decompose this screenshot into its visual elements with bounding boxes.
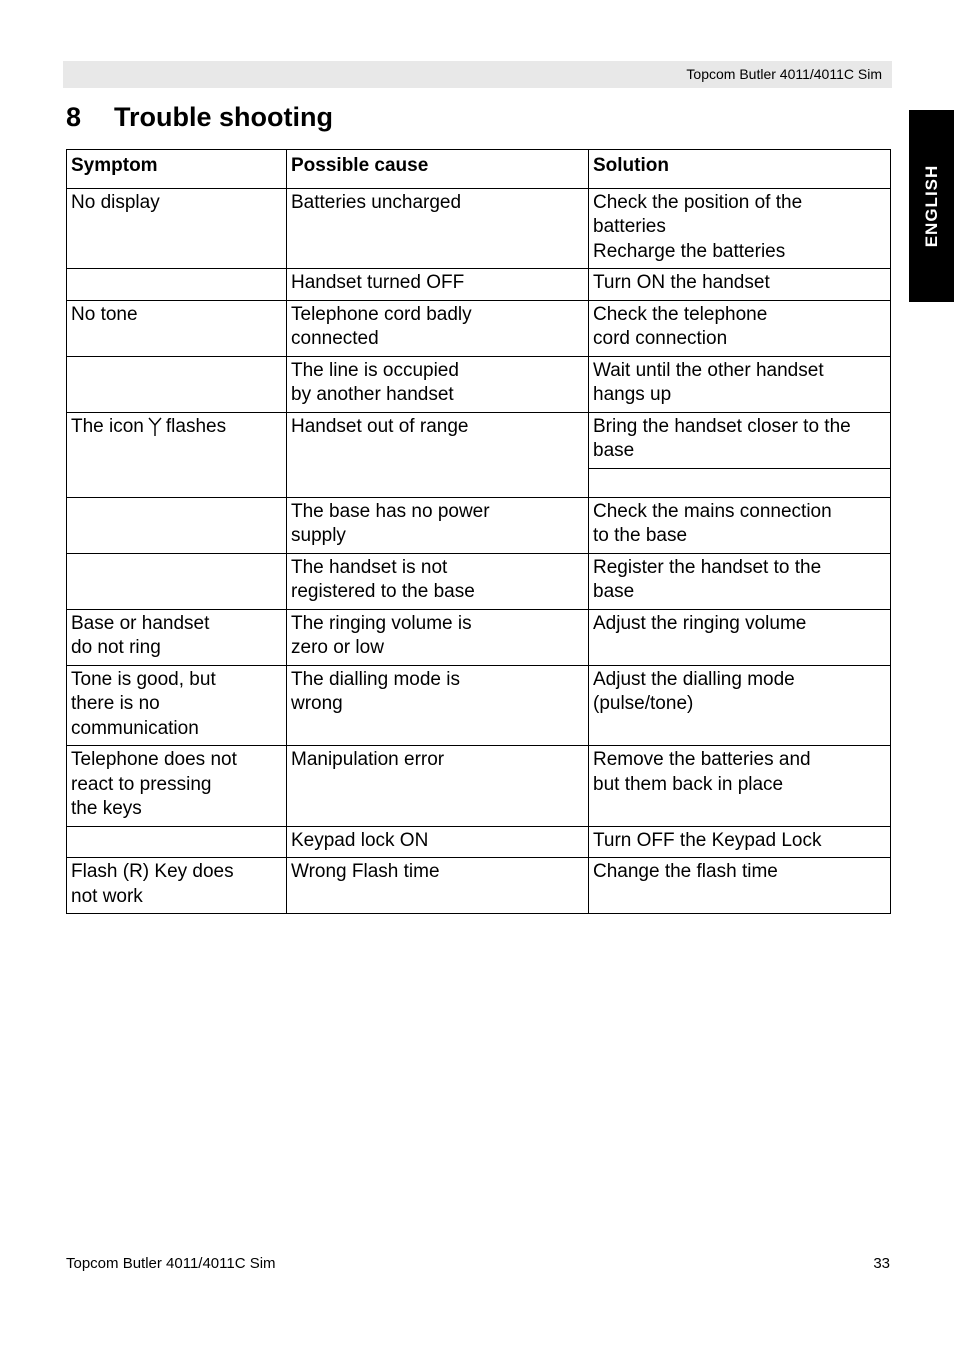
solution-line: Recharge the batteries [593, 240, 786, 262]
cause-line: Keypad lock ON [291, 829, 429, 851]
symptom-cell [67, 300, 287, 356]
solution-cell [589, 665, 891, 746]
cause-cell [287, 188, 589, 269]
solution-cell [589, 826, 891, 858]
solution-line: hangs up [593, 384, 672, 405]
cause-line: The handset is not [291, 556, 448, 578]
cause-cell [287, 746, 589, 827]
cause-cell [287, 269, 589, 301]
solution-cell [589, 188, 891, 269]
solution-line: base [593, 581, 635, 602]
symptom-line: Telephone does not [71, 749, 237, 770]
table-row [67, 826, 891, 858]
solution-line: Remove the batteries and [593, 749, 811, 770]
language-tab-label: ENGLISH [921, 164, 941, 248]
language-tab [909, 110, 954, 302]
solution-line: batteries [593, 216, 666, 237]
cause-line: connected [291, 328, 379, 349]
cause-cell [287, 497, 589, 553]
cause-line: The ringing volume is [291, 612, 472, 634]
table-row [67, 412, 891, 468]
symptom-line: there is no [71, 693, 160, 714]
symptom-cell [67, 746, 287, 827]
symptom-cell [67, 826, 287, 858]
solution-line: Check the telephone [593, 303, 768, 325]
solution-cell [589, 412, 891, 468]
symptom-line: do not ring [71, 637, 161, 658]
table-row [67, 269, 891, 301]
header-solution: Solution [589, 150, 891, 189]
table-row [67, 497, 891, 553]
cause-line: by another handset [291, 384, 454, 405]
symptom-text: The icon [71, 415, 144, 437]
footer-product-name: Topcom Butler 4011/4011C Sim [66, 1255, 276, 1272]
solution-line: Turn ON the handset [593, 272, 770, 293]
solution-cell [589, 497, 891, 553]
symptom-line: No tone [71, 303, 138, 325]
solution-cell-empty [589, 468, 891, 497]
table-row [67, 553, 891, 609]
cause-cell [287, 356, 589, 412]
symptom-cell [67, 858, 287, 914]
cause-line: registered to the base [291, 581, 475, 602]
solution-line: Bring the handset closer to the [593, 415, 851, 437]
solution-line: Adjust the dialling mode [593, 668, 795, 690]
solution-cell [589, 356, 891, 412]
symptom-line: Tone is good, but [71, 668, 216, 690]
solution-line: Turn OFF the Keypad Lock [593, 829, 822, 851]
solution-cell [589, 746, 891, 827]
solution-line: but them back in place [593, 773, 784, 795]
solution-line: base [593, 440, 635, 461]
cause-line: Wrong Flash time [291, 861, 440, 882]
solution-cell [589, 269, 891, 301]
symptom-cell [67, 609, 287, 665]
cause-cell [287, 412, 589, 497]
footer-page-number: 33 [873, 1255, 890, 1272]
header-symptom: Symptom [67, 150, 287, 189]
symptom-line: Base or handset [71, 612, 210, 634]
solution-cell [589, 858, 891, 914]
cause-line: supply [291, 525, 346, 546]
cause-line: wrong [291, 693, 343, 714]
symptom-line: No display [71, 191, 160, 213]
solution-cell [589, 300, 891, 356]
table-row [67, 356, 891, 412]
solution-line: Adjust the ringing volume [593, 612, 807, 634]
symptom-text: flashes [165, 415, 227, 437]
cause-cell [287, 609, 589, 665]
table-row [67, 746, 891, 827]
solution-line: Change the flash time [593, 861, 778, 882]
header-bar [63, 61, 892, 88]
solution-line: Check the mains connection [593, 500, 832, 522]
symptom-cell [67, 188, 287, 269]
solution-line: cord connection [593, 328, 728, 349]
cause-line: zero or low [291, 637, 384, 658]
cause-cell [287, 826, 589, 858]
symptom-cell [67, 412, 287, 497]
cause-line: The line is occupied [291, 359, 459, 381]
table-row [67, 300, 891, 356]
section-number: 8 [66, 102, 82, 132]
section-title [66, 102, 333, 133]
symptom-cell [67, 497, 287, 553]
cause-line: Batteries uncharged [291, 191, 462, 213]
table-row [67, 665, 891, 746]
table-row [67, 609, 891, 665]
symptom-cell [67, 665, 287, 746]
antenna-icon [148, 416, 162, 444]
symptom-line: Flash (R) Key does [71, 861, 234, 882]
table-row [67, 188, 891, 269]
symptom-line: the keys [71, 798, 142, 819]
cause-cell [287, 553, 589, 609]
troubleshooting-table [66, 149, 891, 914]
cause-line: The dialling mode is [291, 668, 460, 690]
solution-line: to the base [593, 525, 688, 546]
symptom-cell [67, 553, 287, 609]
cause-line: The base has no power [291, 500, 490, 522]
solution-line: Wait until the other handset [593, 359, 824, 381]
table-row [67, 858, 891, 914]
solution-cell [589, 553, 891, 609]
table-header-row [67, 150, 891, 189]
header-possible-cause: Possible cause [287, 150, 589, 189]
cause-cell [287, 858, 589, 914]
solution-line: Register the handset to the [593, 556, 822, 578]
cause-line: Handset out of range [291, 415, 469, 437]
symptom-line: not work [71, 885, 143, 907]
solution-line: Check the position of the [593, 191, 803, 213]
cause-cell [287, 665, 589, 746]
symptom-line: communication [71, 717, 199, 739]
cause-line: Telephone cord badly [291, 303, 472, 325]
cause-line: Handset turned OFF [291, 272, 465, 293]
symptom-cell [67, 269, 287, 301]
symptom-cell [67, 356, 287, 412]
section-title-text: Trouble shooting [114, 102, 333, 132]
solution-cell [589, 609, 891, 665]
cause-line: Manipulation error [291, 749, 445, 770]
header-product-name: Topcom Butler 4011/4011C Sim [686, 66, 882, 82]
solution-line: (pulse/tone) [593, 693, 694, 714]
cause-cell [287, 300, 589, 356]
symptom-line: react to pressing [71, 773, 212, 795]
